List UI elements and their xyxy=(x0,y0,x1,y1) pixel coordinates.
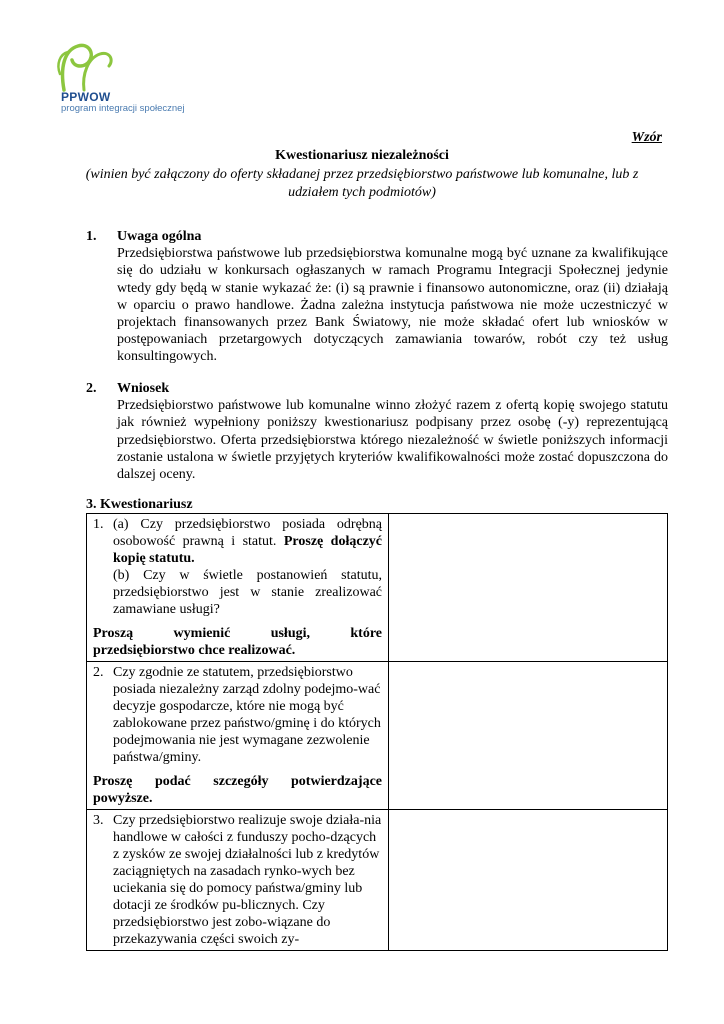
table-row xyxy=(87,514,668,662)
question-cell xyxy=(87,662,389,810)
section-body: Przedsiębiorstwa państwowe lub przedsiębiorstwa komunalne mogą być uznane za kwalifikujące się do udziału w konkursach ogłaszanych w ramach Programu Integracji Społecznej jedynie wtedy gdy będą w stanie wykazać że: (i) są prawnie i finansowo autonomiczne, oraz (ii) działają w oparciu o prawo handlowe. Żadna zależna instytucja państwowa nie może uczestniczyć w projektach finansowanych przez Bank Światowy, nie może składać ofert lub wniosków w postępowaniach przetargowych dotyczących zamawiania towarów, robót czy też usług konsultingowych. xyxy=(117,246,668,365)
request-line-1: Proszą wymienić usługi, które xyxy=(93,626,382,641)
wzor-label: Wzór xyxy=(631,130,662,145)
question-text: Czy przedsiębiorstwo realizuje swoje działa-nia handlowe w całości z funduszy pocho-dzących z zysków ze swojej działalności lub z kredytów zaciągniętych na zasadach rynko-wych bez uciekania się do pomocy państwa/gminy lub dotacji ze środków pu-blicznych. Czy przedsiębiorstwo jest zobo-wiązane do przekazywania części swoich zy- xyxy=(113,813,382,947)
question-cell xyxy=(87,810,389,951)
questionnaire-heading: 3. Kwestionariusz xyxy=(86,497,193,512)
question-request xyxy=(87,620,388,661)
page-title: Kwestionariusz niezależności xyxy=(275,148,449,163)
section-heading: Wniosek xyxy=(117,381,170,396)
table-row xyxy=(87,662,668,810)
answer-cell[interactable] xyxy=(389,662,668,810)
logo-tagline: program integracji społecznej xyxy=(61,103,185,114)
question-text-a: (a) Czy przedsiębiorstwo posiada odrębną osobowość prawną i statut. xyxy=(113,517,382,549)
request-line-2: przedsiębiorstwo chce realizować. xyxy=(93,643,296,658)
request-line-1: Proszę podać szczegóły potwierdzające xyxy=(93,774,382,789)
question-number: 3. xyxy=(93,813,104,828)
section-body: Przedsiębiorstwo państwowe lub komunalne winno złożyć razem z ofertą kopię swojego statutu jak również wypełniony poniższy kwestionariusz podpisany przez osobę (-y) reprezentującą przedsiębiorstwo. Oferta przedsiębiorstwa którego niezależność w świetle poniższych informacji zostanie ustalona w świetle przyjętych kryteriów kwalifikowalności może zostać dopuszczona do dalszej oceny. xyxy=(117,398,668,483)
question-number: 2. xyxy=(93,665,104,680)
page-subtitle: (winien być załączony do oferty składanej przez przedsiębiorstwo państwowe lub komunalne, lub z udziałem tych podmiotów) xyxy=(85,167,639,200)
question-text-b: (b) Czy w świetle postanowień statutu, przedsiębiorstwo jest w stanie zrealizować zamawiane usługi? xyxy=(113,568,382,617)
section-heading: Uwaga ogólna xyxy=(117,229,202,244)
section-number: 1. xyxy=(86,229,97,244)
question-bold-a: Proszę dołączyć kopię statutu. xyxy=(113,534,382,566)
section-number: 2. xyxy=(86,381,97,396)
questionnaire-table xyxy=(86,513,668,951)
question-request xyxy=(87,768,388,809)
table-row xyxy=(87,810,668,951)
question-cell xyxy=(87,514,389,662)
answer-cell[interactable] xyxy=(389,514,668,662)
logo-name: PPWOW xyxy=(61,90,111,104)
request-line-2: powyższe. xyxy=(93,791,153,806)
answer-cell[interactable] xyxy=(389,810,668,951)
section-request xyxy=(86,380,668,483)
question-number: 1. xyxy=(93,517,104,532)
question-text: Czy zgodnie ze statutem, przedsiębiorstwo posiada niezależny zarząd zdolny podejmo-wać decyzje gospodarcze, które nie mogą być zablokowane przez państwo/gminę i do których podejmowania nie jest wymagane zezwolenie państwa/gminy. xyxy=(113,665,381,765)
section-general-note xyxy=(86,228,668,366)
